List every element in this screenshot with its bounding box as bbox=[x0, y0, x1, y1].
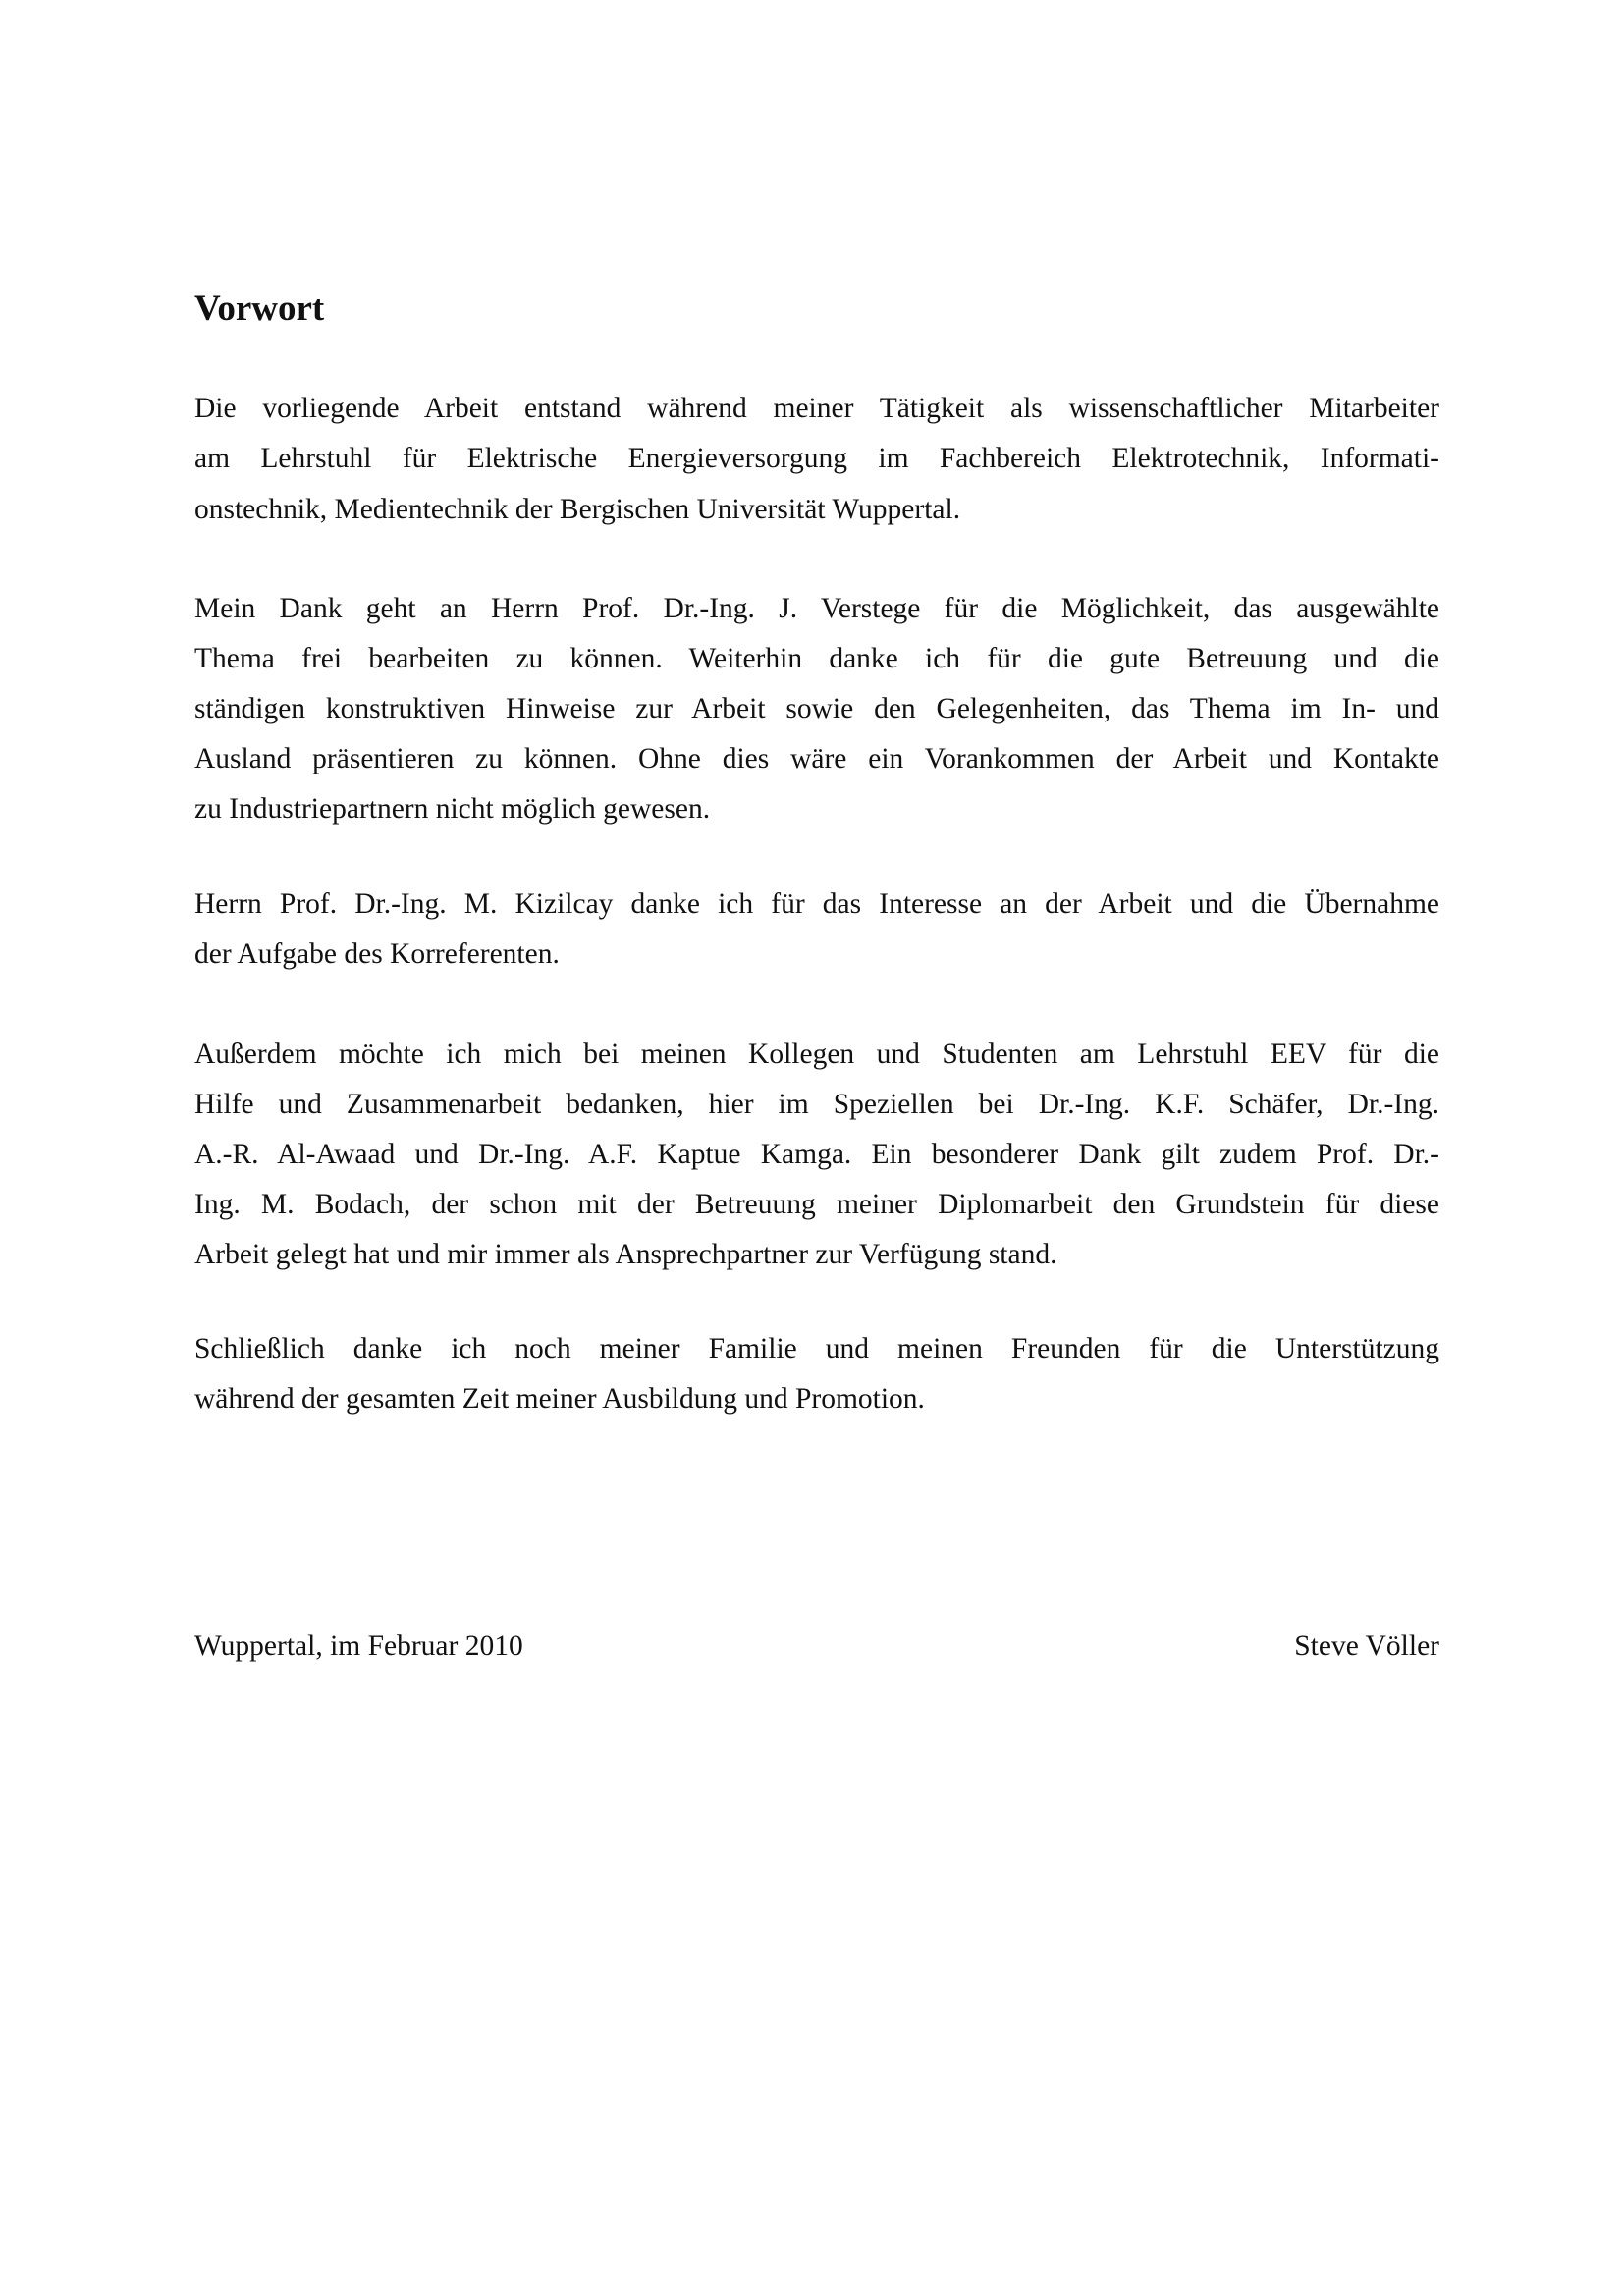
text-line: während der gesamten Zeit meiner Ausbildung und Promotion. bbox=[194, 1383, 925, 1415]
text-line: am Lehrstuhl für Elektrische Energieversorgung im Fachbereich Elektrotechnik, Informati- bbox=[194, 443, 1439, 474]
author-name: Steve Völler bbox=[1294, 1630, 1439, 1662]
text-line: onstechnik, Medientechnik der Bergischen Universität Wuppertal. bbox=[194, 494, 961, 525]
text-line: Die vorliegende Arbeit entstand während meiner Tätigkeit als wissenschaftlicher Mitarbeiter bbox=[194, 393, 1439, 424]
text-line: Schließlich danke ich noch meiner Familie und meinen Freunden für die Unterstützung bbox=[194, 1333, 1439, 1364]
text-line: Hilfe und Zusammenarbeit bedanken, hier im Speziellen bei Dr.-Ing. K.F. Schäfer, Dr.-Ing. bbox=[194, 1089, 1439, 1120]
text-line: Ing. M. Bodach, der schon mit der Betreuung meiner Diplomarbeit den Grundstein für diese bbox=[194, 1189, 1439, 1220]
text-line: ständigen konstruktiven Hinweise zur Arbeit sowie den Gelegenheiten, das Thema im In- und bbox=[194, 693, 1439, 724]
text-line: Mein Dank geht an Herrn Prof. Dr.-Ing. J. Verstege für die Möglichkeit, das ausgewählte bbox=[194, 593, 1439, 624]
text-line: Außerdem möchte ich mich bei meinen Kollegen und Studenten am Lehrstuhl EEV für die bbox=[194, 1039, 1439, 1070]
text-line: Arbeit gelegt hat und mir immer als Ansprechpartner zur Verfügung stand. bbox=[194, 1239, 1057, 1270]
text-line: A.-R. Al-Awaad und Dr.-Ing. A.F. Kaptue Kamga. Ein besonderer Dank gilt zudem Prof. Dr.- bbox=[194, 1139, 1439, 1170]
text-line: der Aufgabe des Korreferenten. bbox=[194, 938, 560, 970]
place-date: Wuppertal, im Februar 2010 bbox=[194, 1630, 523, 1662]
text-line: Herrn Prof. Dr.-Ing. M. Kizilcay danke ich für das Interesse an der Arbeit und die Übernahme bbox=[194, 888, 1439, 920]
page-title: Vorwort bbox=[194, 289, 325, 329]
text-line: zu Industriepartnern nicht möglich gewesen. bbox=[194, 793, 711, 825]
text-line: Ausland präsentieren zu können. Ohne dies wäre ein Vorankommen der Arbeit und Kontakte bbox=[194, 743, 1439, 774]
text-line: Thema frei bearbeiten zu können. Weiterhin danke ich für die gute Betreuung und die bbox=[194, 643, 1439, 674]
